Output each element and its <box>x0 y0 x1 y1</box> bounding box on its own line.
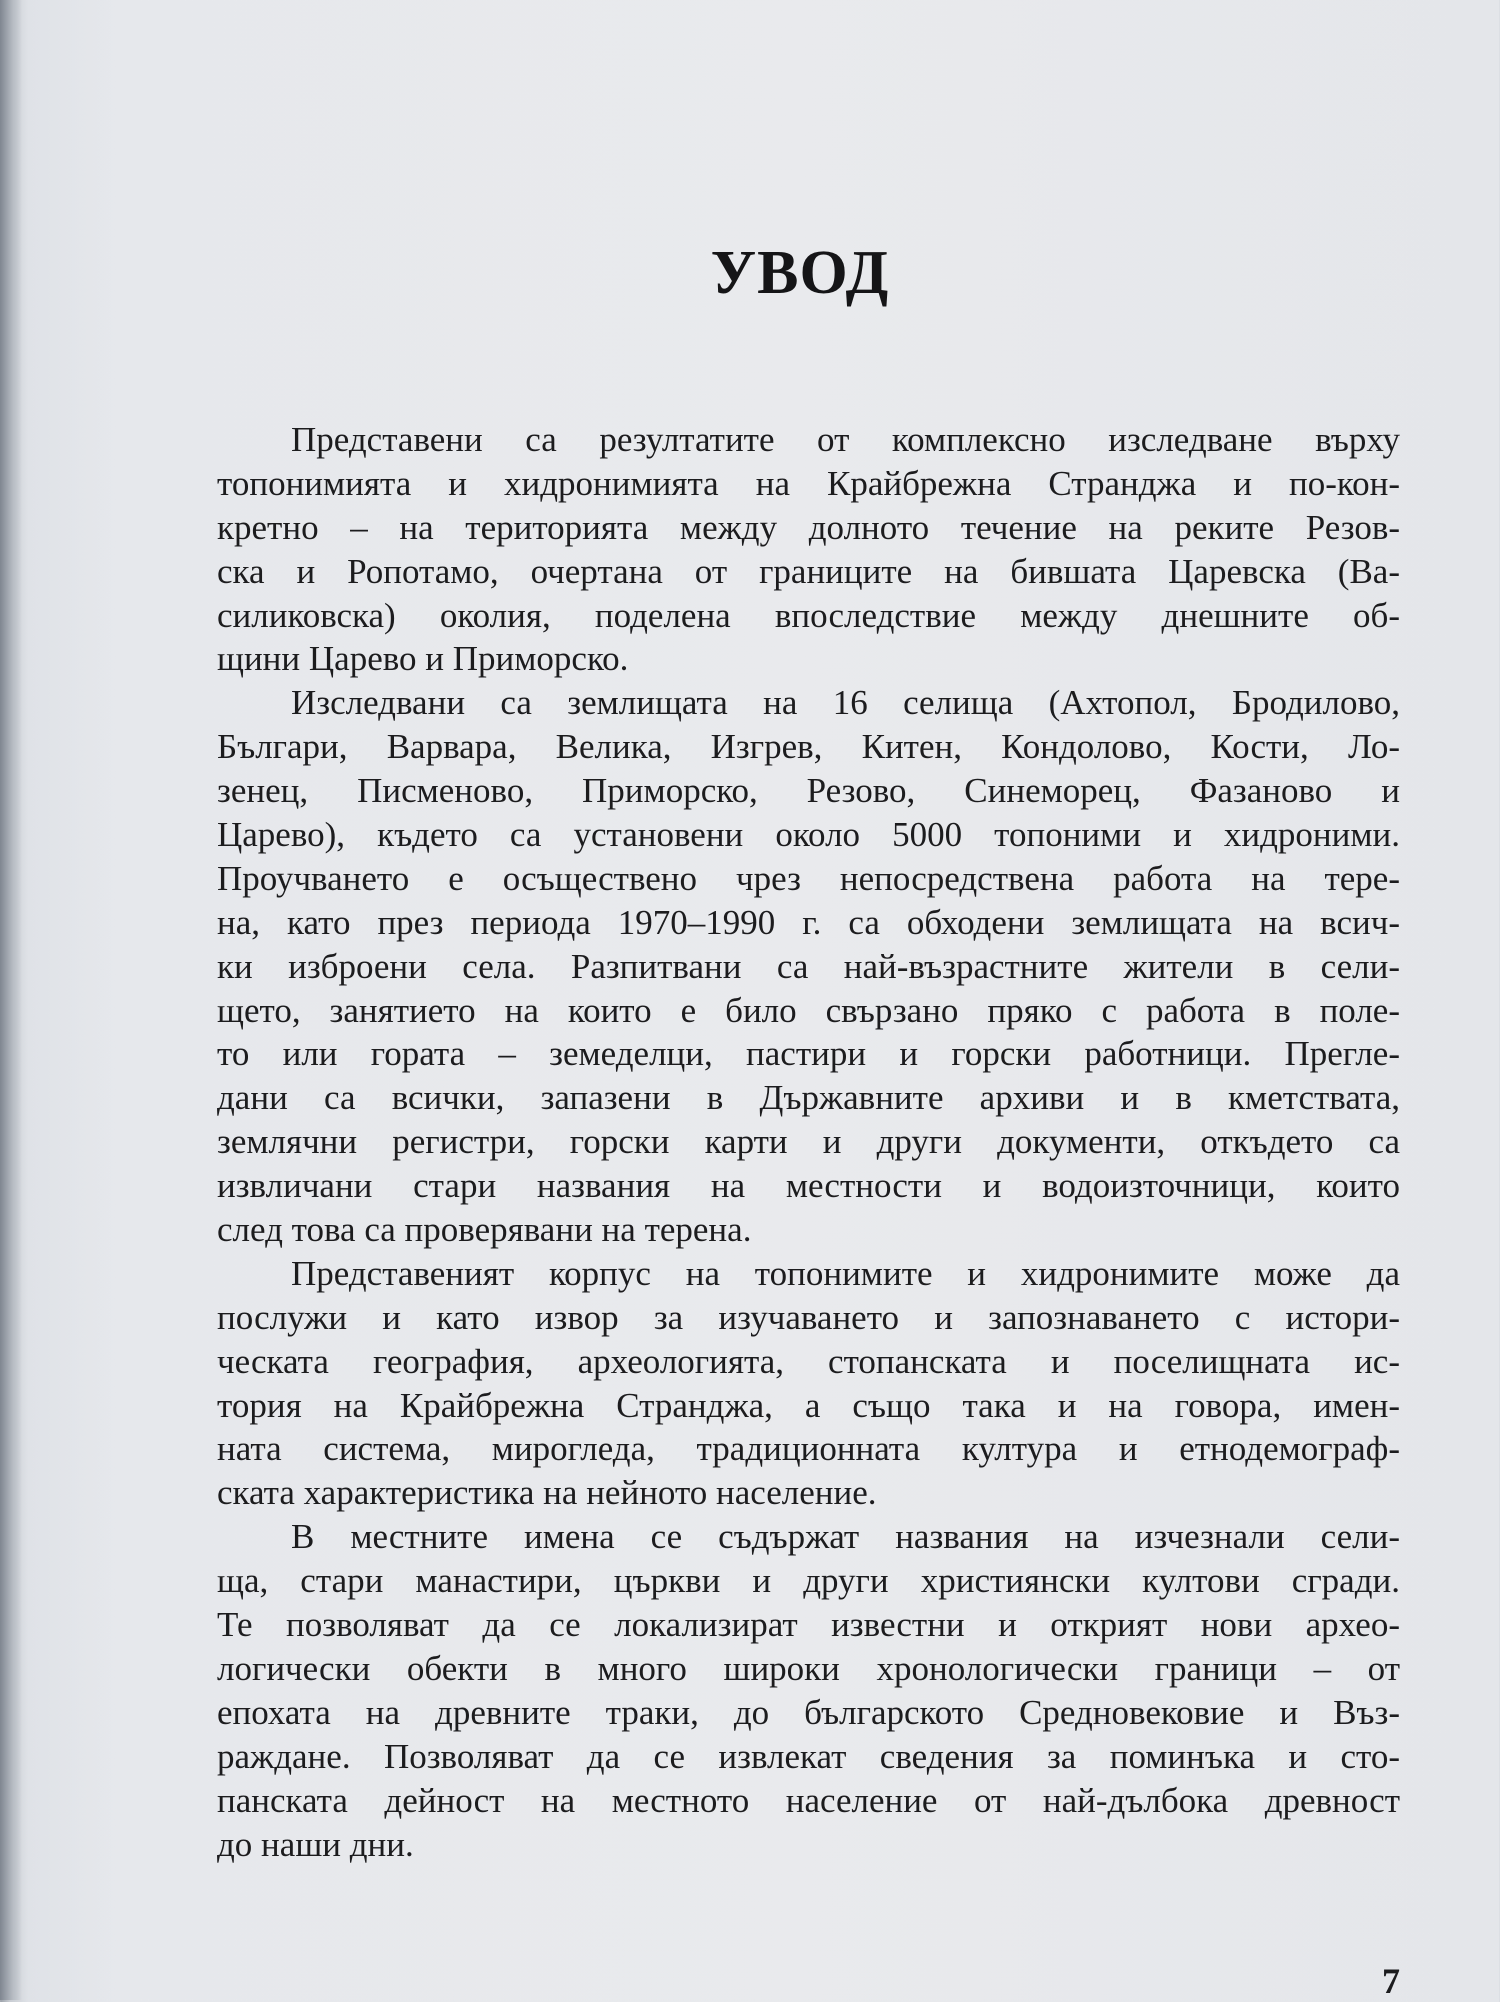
text-line: силиковска) околия, поделена впоследствие между днешните об- <box>217 595 1400 635</box>
paragraph <box>217 1515 1400 1866</box>
text-line: послужи и като извор за изучаването и запознаването с истори- <box>217 1297 1400 1337</box>
text-line: ки изброени села. Разпитвани са най-възрастните жители в сели- <box>217 946 1400 986</box>
text-line: зенец, Писменово, Приморско, Резово, Синеморец, Фазаново и <box>217 771 1400 811</box>
text-line: панската дейност на местното население от най-дълбока древност <box>217 1780 1400 1820</box>
body-text <box>217 418 1400 1866</box>
text-line: Проучването е осъществено чрез непосредствена работа на тере- <box>217 858 1400 898</box>
paragraph <box>217 681 1400 1252</box>
text-line: Българи, Варвара, Велика, Изгрев, Китен, Кондолово, Кости, Ло- <box>217 727 1400 767</box>
text-line: ска и Ропотамо, очертана от границите на бившата Царевска (Ва- <box>217 551 1400 591</box>
text-line: дани са всички, запазени в Държавните архиви и в кметствата, <box>217 1078 1400 1118</box>
text-line: то или гората – земеделци, пастири и горски работници. Прегле- <box>217 1034 1400 1074</box>
text-line: топонимията и хидронимията на Крайбрежна Странджа и по-кон- <box>217 463 1400 503</box>
text-line: Царево), където са установени около 5000 топоними и хидроними. <box>217 815 1400 855</box>
text-line: щини Царево и Приморско. <box>217 639 629 679</box>
text-line: кретно – на територията между долното течение на реките Резов- <box>217 507 1400 547</box>
text-line: тория на Крайбрежна Странджа, а също така и на говора, имен- <box>217 1385 1400 1425</box>
paragraph <box>217 1252 1400 1515</box>
text-line: щето, занятието на които е било свързано пряко с работа в поле- <box>217 990 1400 1030</box>
page-title: УВОД <box>710 239 890 307</box>
text-line: ща, стари манастири, църкви и други християнски култови сгради. <box>217 1561 1400 1601</box>
text-line: логически обекти в много широки хронологически граници – от <box>217 1648 1400 1688</box>
text-line: В местните имена се съдържат названия на изчезнали сели- <box>291 1517 1400 1557</box>
text-line: ната система, мирогледа, традиционната култура и етнодемограф- <box>217 1429 1400 1469</box>
text-line: Изследвани са землищата на 16 селища (Ахтопол, Бродилово, <box>291 683 1400 723</box>
paragraph <box>217 418 1400 681</box>
text-line: ческата география, археологията, стопанската и поселищната ис- <box>217 1341 1400 1381</box>
text-line: епохата на древните траки, до българското Средновековие и Въз- <box>217 1692 1400 1732</box>
text-line: извличани стари названия на местности и водоизточници, които <box>217 1166 1400 1206</box>
page-number: 7 <box>1382 1961 1400 2001</box>
text-line: Представеният корпус на топонимите и хидронимите може да <box>291 1253 1400 1293</box>
text-line: Представени са резултатите от комплексно изследване върху <box>291 420 1400 459</box>
text-line: на, като през периода 1970–1990 г. са обходени землищата на всич- <box>217 902 1400 942</box>
text-line: след това са проверявани на терена. <box>217 1210 752 1250</box>
text-line: раждане. Позволяват да се извлекат сведения за поминъка и сто- <box>217 1736 1400 1776</box>
text-line: до наши дни. <box>217 1824 414 1864</box>
text-line: землячни регистри, горски карти и други документи, откъдето са <box>217 1122 1400 1162</box>
text-line: Те позволяват да се локализират известни и открият нови архео- <box>217 1605 1400 1645</box>
text-line: ската характеристика на нейното население. <box>217 1473 877 1513</box>
